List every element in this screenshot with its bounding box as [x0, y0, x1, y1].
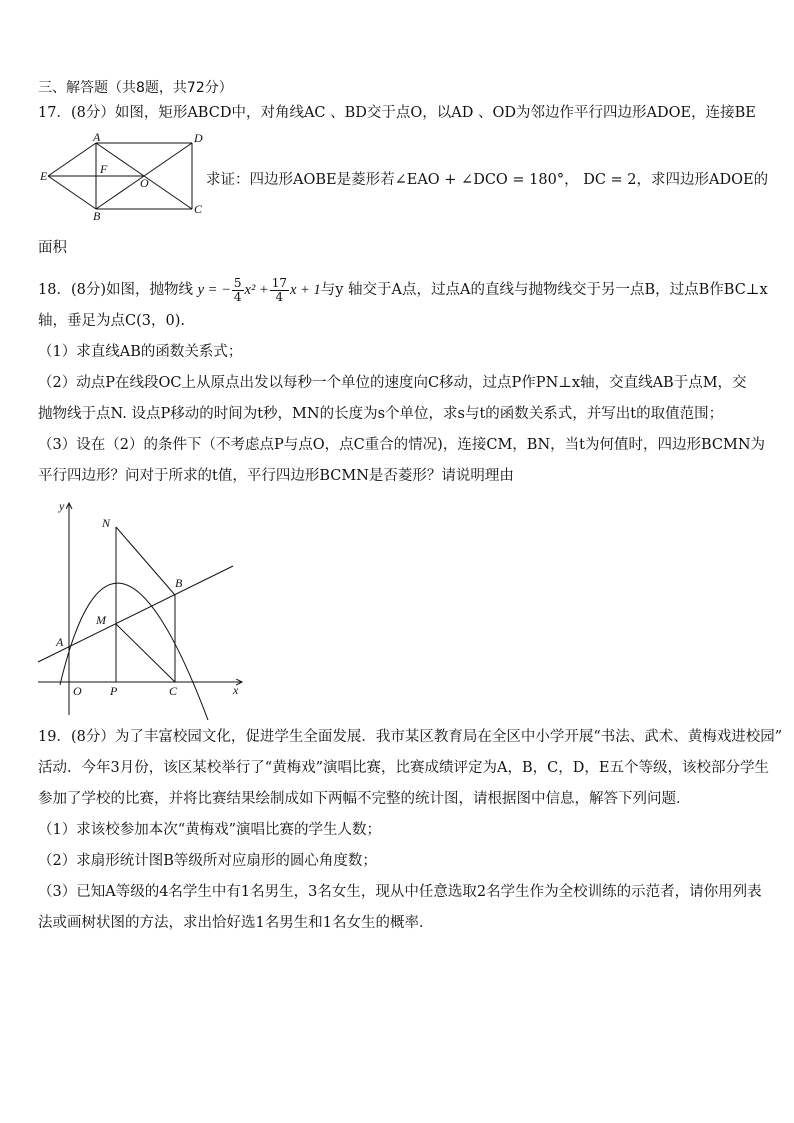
label-O: O [140, 176, 149, 190]
q18-part3-b: 平行四边形？问对于所求的t值，平行四边形BCMN是否菱形？请说明理由 [38, 468, 514, 484]
label-F: F [100, 162, 108, 176]
label-O: O [73, 684, 82, 698]
q19-part2: （2）求扇形统计图B等级所对应扇形的圆心角度数； [38, 853, 377, 869]
label-E: E [40, 169, 48, 183]
q18-line1-post: 与y 轴交于A点，过点A的直线与抛物线交于另一点B，过点B作BC⊥x [320, 282, 768, 298]
section-title: 三、解答题（共8题，共72分） [38, 80, 233, 96]
q18-frac2-num: 17 [271, 275, 287, 290]
label-N: N [102, 516, 111, 530]
label-x: x [233, 683, 239, 697]
segment-EB [48, 176, 96, 209]
q19-part3-a: （3）已知A等级的4名学生中有1名男生，3名女生，现从中任意选取2名学生作为全校训练的示范者，请你用列表 [38, 884, 762, 900]
segment-MC [116, 624, 175, 682]
label-B: B [175, 576, 183, 590]
parabola-curve [60, 583, 208, 720]
q18-part2-b: 抛物线于点N. 设点P移动的时间为t秒，MN的长度为s个单位，求s与t的函数关系式，并写出t的取值范围； [38, 406, 724, 422]
q18-part2-a: （2）动点P在线段OC上从原点出发以每秒一个单位的速度向C移动，过点P作PN⊥x轴，交直线AB于点M，交 [38, 375, 747, 391]
q18-figure [30, 495, 255, 720]
label-A: A [93, 133, 101, 144]
q18-line1-pre: 18．(8分)如图，抛物线 [38, 282, 193, 298]
q18-part1: （1）求直线AB的函数关系式； [38, 344, 243, 360]
label-y: y [59, 499, 65, 513]
q18-eq-end: x + 1 [290, 282, 321, 298]
q18-frac2-den: 4 [275, 289, 284, 304]
q18-frac1-den: 4 [233, 289, 242, 304]
q18-eq-mid: x² + [244, 282, 269, 298]
segment-NB [116, 527, 175, 595]
q18-frac2 [270, 277, 289, 304]
q19-part3-b: 法或画树状图的方法，求出恰好选1名男生和1名女生的概率． [38, 915, 434, 931]
q18-line1 [38, 276, 768, 304]
q17-line2: 求证：四边形AOBE是菱形若∠EAO + ∠DCO = 180°， DC = 2，求四边形ADOE的 [206, 172, 769, 188]
q19-line2: 活动．今年3月份，该区某校举行了“黄梅戏”演唱比赛，比赛成绩评定为A，B，C，D，E五个等级，该校部分学生 [38, 760, 769, 776]
q18-eq-y: y = − [197, 282, 231, 298]
line-AB [38, 566, 233, 662]
q18-part3-a: （3）设在（2）的条件下（不考虑点P与点O，点C重合的情况)，连接CM，BN，当t为何值时，四边形BCMN为 [38, 437, 766, 453]
label-M: M [96, 613, 106, 627]
q17-line3: 面积 [38, 240, 67, 256]
q17-figure [38, 133, 208, 223]
q18-line2: 轴，垂足为点C(3，0). [38, 313, 185, 329]
label-D: D [194, 133, 203, 145]
q19-line1: 19．(8分）为了丰富校园文化，促进学生全面发展．我市某区教育局在全区中小学开展“书法、武术、黄梅戏进校园” [38, 729, 783, 745]
q18-frac1 [232, 277, 244, 304]
label-P: P [110, 684, 118, 698]
label-B: B [93, 209, 101, 223]
label-C: C [194, 202, 203, 216]
q19-part1: （1）求该校参加本次“黄梅戏”演唱比赛的学生人数； [38, 822, 382, 838]
label-A: A [56, 635, 64, 649]
q19-line3: 参加了学校的比赛，并将比赛结果绘制成如下两幅不完整的统计图，请根据图中信息，解答下列问题． [38, 791, 691, 807]
segment-EA [48, 143, 96, 176]
label-C: C [169, 684, 178, 698]
q18-frac1-num: 5 [233, 275, 242, 290]
q17-line1: 17．(8分）如图，矩形ABCD中，对角线AC 、BD交于点O，以AD 、OD为邻边作平行四边形ADOE，连接BE [38, 105, 756, 121]
